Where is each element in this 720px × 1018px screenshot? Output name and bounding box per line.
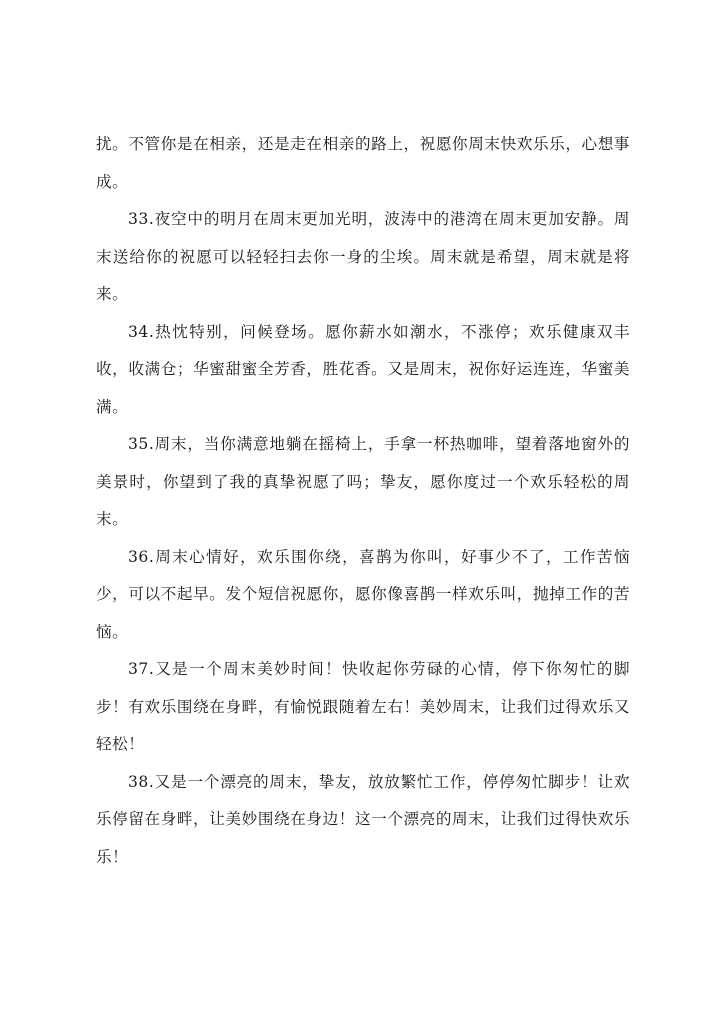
paragraph-36: 36.周末心情好，欢乐围你绕，喜鹊为你叫，好事少不了，工作苦恼少，可以不起早。发个短信祝愿你，愿你像喜鹊一样欢乐叫，抛掉工作的苦恼。 <box>96 547 630 641</box>
paragraph-38: 38.又是一个漂亮的周末，挚友，放放繁忙工作，停停匆忙脚步！让欢乐停留在身畔，让美妙围绕在身边！这一个漂亮的周末，让我们过得快欢乐乐！ <box>96 772 630 866</box>
paragraph-35: 35.周末，当你满意地躺在摇椅上，手拿一杯热咖啡，望着落地窗外的美景时，你望到了我的真挚祝愿了吗；挚友，愿你度过一个欢乐轻松的周末。 <box>96 435 630 528</box>
paragraph-34: 34.热忱特别，问候登场。愿你薪水如潮水，不涨停；欢乐健康双丰收，收满仓；华蜜甜蜜全芳香，胜花香。又是周末，祝你好运连连，华蜜美满。 <box>96 322 630 416</box>
document-body <box>96 126 630 876</box>
paragraph-continuation: 扰。不管你是在相亲，还是走在相亲的路上，祝愿你周末快欢乐乐，心想事成。 <box>96 135 630 191</box>
paragraph-37: 37.又是一个周末美妙时间！快收起你劳碌的心情，停下你匆忙的脚步！有欢乐围绕在身畔，有愉悦跟随着左右！美妙周末，让我们过得欢乐又轻松！ <box>96 660 630 753</box>
paragraph-33: 33.夜空中的明月在周末更加光明，波涛中的港湾在周末更加安静。周末送给你的祝愿可以轻轻扫去你一身的尘埃。周末就是希望，周末就是将来。 <box>96 210 630 303</box>
